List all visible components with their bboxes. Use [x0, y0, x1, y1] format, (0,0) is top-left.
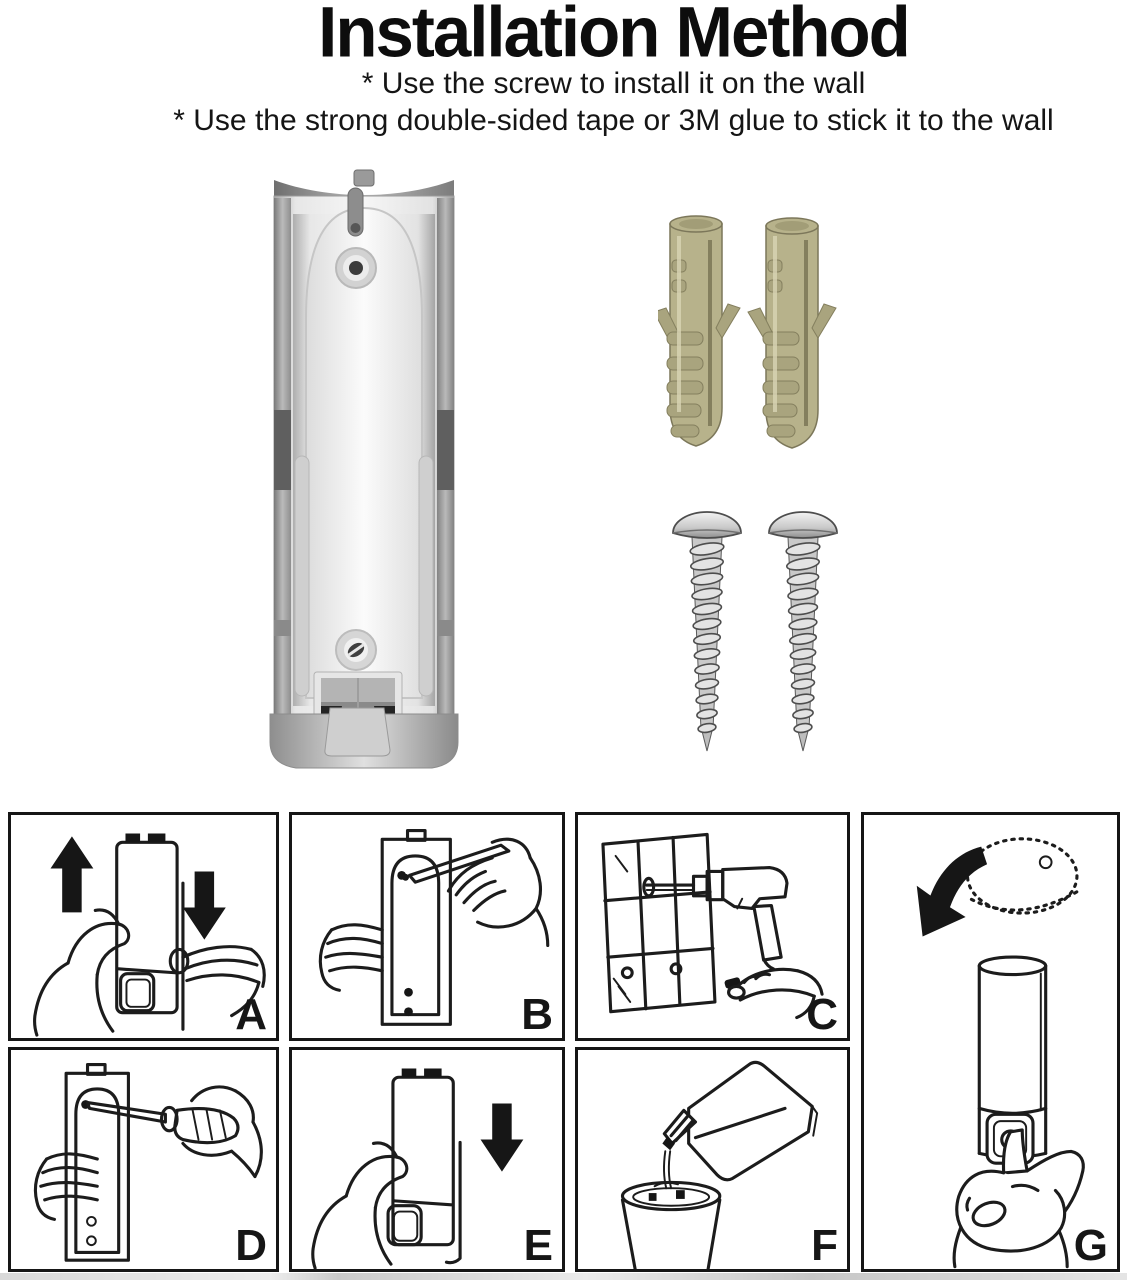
step-panel-c	[575, 812, 850, 1041]
screwdriver-icon	[88, 1103, 238, 1143]
plate-lower-screw	[336, 630, 376, 670]
step-label-b: B	[521, 990, 553, 1039]
step-panel-e	[289, 1047, 565, 1272]
step-panel-f	[575, 1047, 850, 1272]
header	[0, 0, 1127, 139]
down-arrow-icon	[183, 871, 226, 939]
down-arrow-icon	[481, 1104, 524, 1172]
step-panel-b	[289, 812, 565, 1041]
step-label-d: D	[235, 1221, 267, 1270]
step-e-illustration	[292, 1050, 562, 1269]
step-label-f: F	[811, 1221, 838, 1270]
screw-1	[673, 512, 741, 751]
step-panel-g	[861, 812, 1120, 1272]
anchor-2	[748, 218, 836, 448]
dispenser-back-plate-photo	[268, 168, 460, 772]
step-panel-a	[8, 812, 279, 1041]
soap-bottle-icon	[662, 1062, 817, 1179]
screw-2	[769, 512, 837, 751]
page-title: Installation Method	[318, 0, 909, 72]
up-arrow-icon	[51, 836, 94, 912]
step-g-illustration	[864, 815, 1117, 1269]
plate-top-tab	[354, 170, 374, 186]
container-icon	[622, 1182, 719, 1269]
step-label-g: G	[1073, 1221, 1108, 1270]
step-f-illustration	[578, 1050, 847, 1269]
plate-right-slot	[437, 410, 454, 490]
plate-upper-screw-hole	[336, 248, 376, 288]
photo-edge-shadow	[0, 1273, 1127, 1280]
lid-dotted-icon	[968, 839, 1081, 913]
pressing-hand	[954, 1130, 1083, 1267]
step-label-c: C	[806, 990, 838, 1039]
wall-anchors-photo	[658, 212, 858, 454]
step-label-e: E	[523, 1221, 553, 1270]
note-tape: * Use the strong double-sided tape or 3M glue to stick it to the wall	[173, 104, 1054, 137]
anchor-1	[658, 216, 740, 446]
note-screw: * Use the screw to install it on the wall	[361, 67, 866, 100]
mounting-screws-photo	[655, 503, 865, 761]
curved-arrow-icon	[917, 847, 987, 937]
step-label-a: A	[235, 990, 267, 1039]
step-panel-d	[8, 1047, 279, 1272]
plate-left-slot	[274, 410, 291, 490]
plate-latch-tab	[325, 708, 390, 756]
